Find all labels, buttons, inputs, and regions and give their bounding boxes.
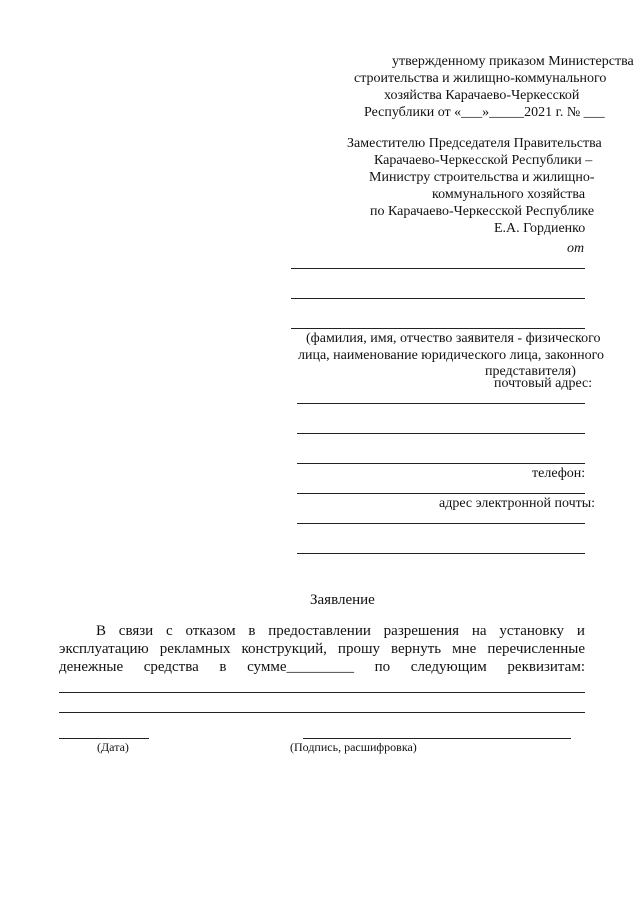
postal-address-line-1 <box>297 403 585 404</box>
body-word: в <box>219 659 227 675</box>
body-line-2 <box>59 641 585 658</box>
requisites-line-2 <box>59 712 585 713</box>
applicant-caption-line-3: представителя) <box>485 364 576 379</box>
email-label: адрес электронной почты: <box>439 496 596 511</box>
body-word: по <box>374 659 391 675</box>
body-word: перечисленные <box>487 641 585 657</box>
approval-line-4: Республики от «___»_____2021 г. № ___ <box>364 105 605 120</box>
approval-line-1: утвержденному приказом Министерства <box>392 54 634 69</box>
approval-line-3: хозяйства Карачаево-Черкесской <box>384 88 580 103</box>
body-line-3 <box>59 659 585 676</box>
postal-address-label: почтовый адрес: <box>494 376 593 391</box>
body-word: в <box>248 623 256 639</box>
addressee-line-4: коммунального хозяйства <box>432 187 586 202</box>
body-word: следующим <box>410 659 487 675</box>
body-word: с <box>165 623 173 639</box>
applicant-caption-line-2: лица, наименование юридического лица, законного <box>298 348 605 363</box>
body-word: сумме_________ <box>247 659 354 675</box>
body-word: прошу <box>337 641 380 657</box>
signature-line <box>303 738 571 739</box>
body-word: мне <box>452 641 477 657</box>
addressee-line-3: Министру строительства и жилищно- <box>369 170 595 185</box>
body-word: связи <box>118 623 154 639</box>
addressee-line-1: Заместителю Председателя Правительства <box>347 136 602 151</box>
body-word: и <box>576 623 585 639</box>
body-word: денежные <box>59 659 124 675</box>
body-word: В <box>96 623 107 639</box>
applicant-caption-line-1: (фамилия, имя, отчество заявителя - физического <box>306 331 601 346</box>
applicant-blank-line-2 <box>291 298 585 299</box>
email-line-1 <box>297 523 585 524</box>
body-word: разрешения <box>383 623 460 639</box>
body-word: реквизитам: <box>507 659 585 675</box>
body-word: на <box>471 623 487 639</box>
postal-address-line-3 <box>297 463 585 464</box>
body-word: установку <box>499 623 565 639</box>
body-line-1 <box>96 623 585 640</box>
approval-line-2: строительства и жилищно-коммунального <box>354 71 607 86</box>
phone-line <box>297 493 585 494</box>
addressee-line-5: по Карачаево-Черкесской Республике <box>370 204 595 219</box>
date-line <box>59 738 149 739</box>
date-label: (Дата) <box>97 740 129 754</box>
document-title: Заявление <box>310 592 375 608</box>
addressee-line-2: Карачаево-Черкесской Республики – <box>374 153 593 168</box>
body-word: эксплуатацию <box>59 641 149 657</box>
body-word: конструкций, <box>241 641 327 657</box>
body-word: отказом <box>185 623 236 639</box>
phone-label: телефон: <box>532 466 586 481</box>
postal-address-line-2 <box>297 433 585 434</box>
signature-label: (Подпись, расшифровка) <box>290 740 417 754</box>
addressee-line-6: Е.А. Гордиенко <box>494 221 586 236</box>
applicant-blank-line-3 <box>291 328 585 329</box>
from-label: от <box>567 241 585 256</box>
applicant-blank-line-1 <box>291 268 585 269</box>
email-line-2 <box>297 553 585 554</box>
body-word: предоставлении <box>268 623 371 639</box>
requisites-line-1 <box>59 692 585 693</box>
body-word: средства <box>143 659 199 675</box>
body-word: рекламных <box>159 641 231 657</box>
body-word: вернуть <box>391 641 442 657</box>
